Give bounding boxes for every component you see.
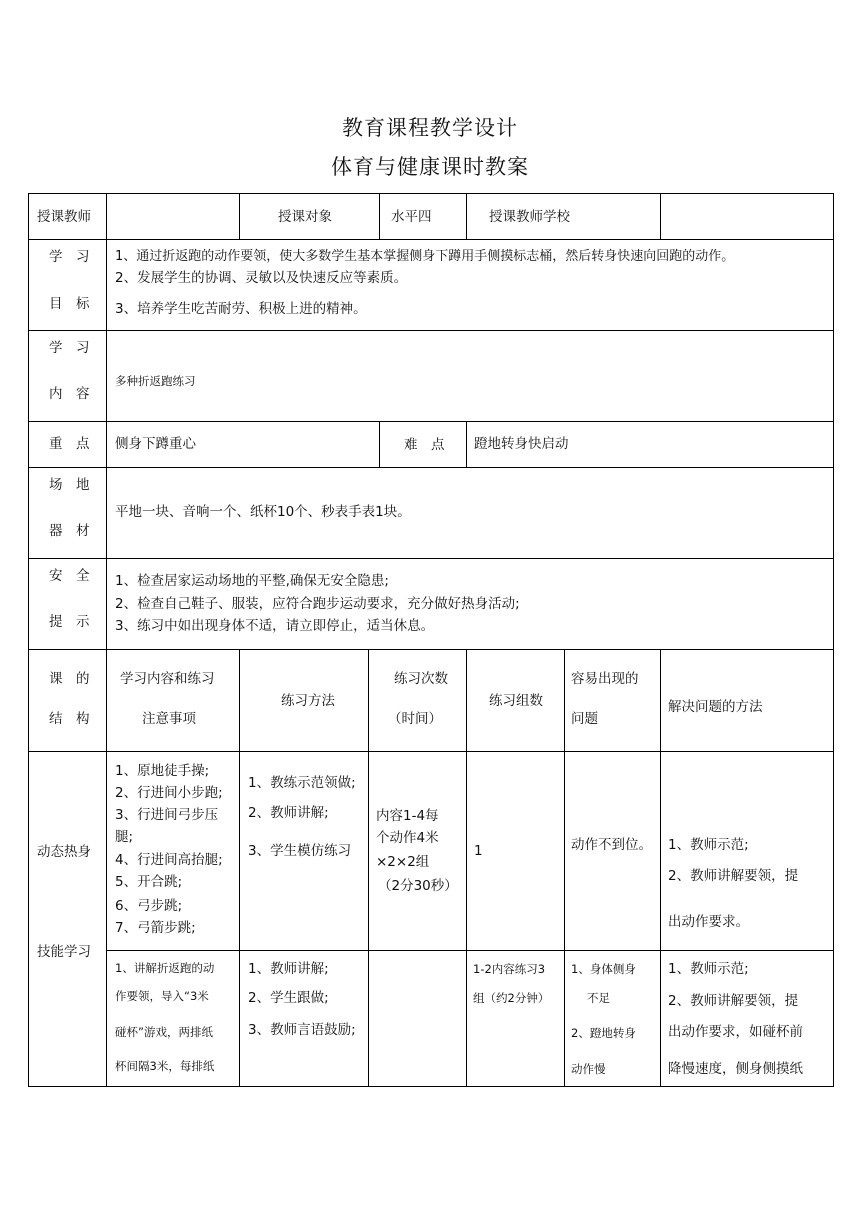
row-line (28, 421, 834, 422)
safety-line: 2、检查自己鞋子、服装，应符合跑步运动要求，充分做好热身活动; (115, 596, 520, 612)
warmup-solution: 2、教师讲解要领，提 (668, 868, 799, 884)
warmup-times: 内容1-4每 (376, 808, 439, 824)
goal-line: 1、通过折返跑的动作要领，使大多数学生基本掌握侧身下蹲用手侧摸标志桶，然后转身快速向回跑的动作。 (115, 249, 735, 264)
warmup-groups: 1 (474, 843, 483, 859)
difficulty-value: 蹬地转身快启动 (474, 436, 569, 452)
col-line (466, 193, 467, 239)
skill-problem: 2、蹬地转身 (571, 1026, 636, 1040)
header-times-top: 练习次数 (394, 671, 448, 687)
skill-method: 3、教师言语鼓励; (248, 1022, 356, 1038)
warmup-solution: 1、教师示范; (668, 837, 749, 853)
warmup-content: 5、开合跳; (115, 874, 183, 890)
skill-problem: 动作慢 (571, 1062, 606, 1076)
header-groups: 练习组数 (489, 693, 543, 709)
difficulty-label: 难 点 (404, 437, 445, 453)
col-line (239, 649, 240, 1087)
col-line (660, 193, 661, 239)
row-line (28, 751, 834, 752)
warmup-section-label: 动态热身 (37, 844, 91, 860)
col-line (660, 649, 661, 1087)
col-line (833, 193, 834, 1087)
warmup-content: 2、行进间小步跑; (115, 785, 223, 801)
col-line (466, 421, 467, 467)
header-structure-bottom: 结 构 (49, 711, 90, 727)
content-label-top: 学 习 (49, 340, 90, 356)
goals-label-top: 学 习 (49, 249, 90, 265)
warmup-method: 2、教师讲解; (248, 805, 329, 821)
row-line (28, 193, 834, 194)
audience-label: 授课对象 (278, 209, 332, 225)
skill-content: 作要领，导入“3米 (115, 989, 209, 1003)
warmup-method: 1、教练示范领做; (248, 775, 356, 791)
col-line (379, 421, 380, 467)
safety-line: 3、练习中如出现身体不适，请立即停止，适当休息。 (115, 618, 435, 634)
audience-value: 水平四 (391, 209, 432, 225)
content-text: 多种折返跑练习 (115, 374, 196, 388)
col-line (106, 193, 107, 1087)
row-line (28, 467, 834, 468)
goal-line: 3、培养学生吃苦耐劳、积极上进的精神。 (115, 301, 367, 317)
venue-label-top: 场 地 (49, 477, 90, 493)
venue-label-bottom: 器 材 (49, 523, 90, 539)
header-method: 练习方法 (281, 693, 335, 709)
row-line (28, 330, 834, 331)
warmup-content: 7、弓箭步跳; (115, 920, 196, 936)
skill-method: 1、教师讲解; (248, 961, 329, 977)
skill-solution: 出动作要求，如碰杯前 (668, 1024, 803, 1040)
skill-content: 碰杯”游戏，两排纸 (115, 1025, 213, 1039)
header-content-bottom: 注意事项 (142, 711, 196, 727)
document-subtitle: 体育与健康课时教案 (331, 155, 529, 179)
warmup-times: （2分30秒） (378, 878, 458, 894)
row-line (106, 950, 834, 951)
warmup-content: 3、行进间弓步压 (115, 807, 219, 823)
warmup-times: 个动作4米 (376, 830, 439, 846)
skill-solution: 1、教师示范; (668, 961, 749, 977)
row-line (28, 239, 834, 240)
content-label-bottom: 内 容 (49, 386, 90, 402)
safety-line: 1、检查居家运动场地的平整,确保无安全隐患; (115, 573, 389, 589)
col-line (564, 649, 565, 1087)
safety-label-top: 安 全 (49, 568, 90, 584)
col-line (368, 649, 369, 1087)
venue-text: 平地一块、音响一个、纸杯10个、秒表手表1块。 (115, 504, 411, 520)
skill-groups: 组（约2分钟） (473, 991, 550, 1005)
goals-label-bottom: 目 标 (49, 296, 90, 312)
skill-problem: 1、身体侧身 (571, 962, 636, 976)
warmup-content: 1、原地徒手操; (115, 763, 210, 779)
warmup-content: 6、弓步跳; (115, 898, 183, 914)
col-line (28, 193, 29, 1087)
school-label: 授课教师学校 (489, 209, 570, 225)
warmup-problem: 动作不到位。 (571, 837, 652, 853)
header-structure-top: 课 的 (49, 671, 90, 687)
header-solution: 解决问题的方法 (668, 699, 763, 715)
goal-line: 2、发展学生的协调、灵敏以及快速反应等素质。 (115, 270, 408, 286)
warmup-method: 3、学生模仿练习 (248, 843, 352, 859)
warmup-solution: 出动作要求。 (668, 914, 749, 930)
skill-solution: 降慢速度，侧身侧摸纸 (668, 1061, 803, 1077)
skill-method: 2、学生跟做; (248, 990, 329, 1006)
safety-label-bottom: 提 示 (49, 614, 90, 630)
skill-section-label: 技能学习 (37, 944, 91, 960)
document-title: 教育课程教学设计 (342, 116, 518, 140)
row-line (28, 649, 834, 650)
row-line (28, 558, 834, 559)
skill-content: 1、讲解折返跑的动 (115, 961, 215, 975)
skill-groups: 1-2内容练习3 (473, 962, 546, 976)
row-line (28, 1086, 834, 1087)
key-point-value: 侧身下蹲重心 (115, 436, 196, 452)
col-line (379, 193, 380, 239)
header-problem-bottom: 问题 (571, 711, 598, 727)
skill-solution: 2、教师讲解要领，提 (668, 993, 799, 1009)
header-times-bottom: （时间） (388, 711, 442, 727)
key-point-label: 重 点 (49, 436, 90, 452)
teacher-label: 授课教师 (37, 209, 91, 225)
header-content-top: 学习内容和练习 (120, 671, 215, 687)
warmup-content: 4、行进间高抬腿; (115, 852, 223, 868)
skill-content: 杯间隔3米，每排纸 (115, 1059, 215, 1073)
header-problem-top: 容易出现的 (571, 671, 639, 687)
warmup-content: 腿; (115, 829, 134, 845)
warmup-times: ×2×2组 (376, 854, 430, 870)
col-line (466, 649, 467, 1087)
skill-problem: 不足 (587, 991, 610, 1005)
col-line (239, 193, 240, 239)
